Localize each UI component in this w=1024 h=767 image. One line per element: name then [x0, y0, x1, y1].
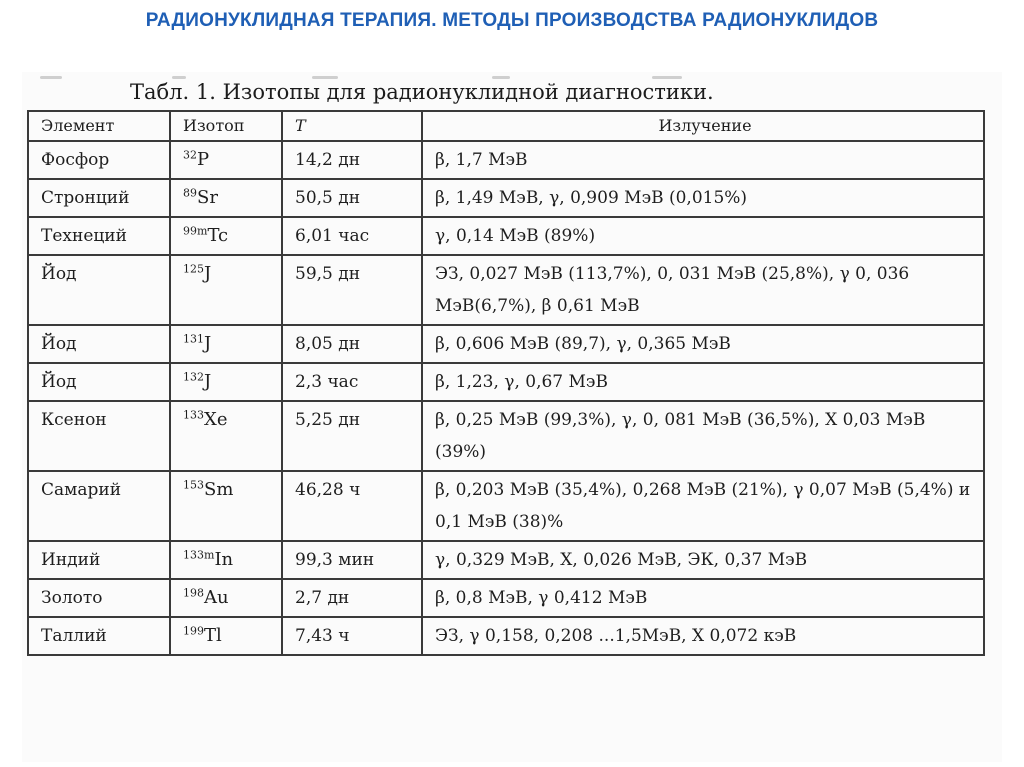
cell-element: Самарий	[28, 471, 170, 541]
cell-element: Ксенон	[28, 401, 170, 471]
cell-isotope	[170, 579, 282, 617]
table-row	[28, 255, 984, 325]
cell-emission: ЭЗ, γ 0,158, 0,208 ...1,5МэВ, X 0,072 кэВ	[422, 617, 984, 655]
table-body	[28, 141, 984, 655]
table-row	[28, 363, 984, 401]
cell-half-life: 7,43 ч	[282, 617, 422, 655]
isotope-mass-number: 132	[183, 370, 204, 384]
scan-artifact	[652, 76, 682, 79]
cell-half-life: 46,28 ч	[282, 471, 422, 541]
cell-half-life: 2,7 дн	[282, 579, 422, 617]
isotope-symbol: P	[197, 149, 210, 170]
cell-isotope	[170, 179, 282, 217]
isotope-mass-number: 133	[183, 408, 204, 422]
cell-element: Технеций	[28, 217, 170, 255]
cell-emission: β, 0,203 МэВ (35,4%), 0,268 МэВ (21%), γ 0,07 МэВ (5,4%) и 0,1 МэВ (38)%	[422, 471, 984, 541]
cell-isotope	[170, 363, 282, 401]
table-header-row	[28, 111, 984, 141]
table-row	[28, 579, 984, 617]
cell-isotope	[170, 617, 282, 655]
cell-half-life: 5,25 дн	[282, 401, 422, 471]
scanned-table-image	[22, 72, 1002, 762]
header-half-life: T	[282, 111, 422, 141]
cell-emission: β, 0,25 МэВ (99,3%), γ, 0, 081 МэВ (36,5%), X 0,03 МэВ (39%)	[422, 401, 984, 471]
cell-emission: γ, 0,14 МэВ (89%)	[422, 217, 984, 255]
isotope-mass-number: 125	[183, 262, 204, 276]
cell-half-life: 99,3 мин	[282, 541, 422, 579]
isotope-mass-number: 133m	[183, 548, 215, 562]
isotope-mass-number: 153	[183, 478, 204, 492]
isotope-symbol: J	[204, 371, 212, 392]
scan-artifact	[492, 76, 510, 79]
cell-emission: β, 1,49 МэВ, γ, 0,909 МэВ (0,015%)	[422, 179, 984, 217]
cell-element: Йод	[28, 325, 170, 363]
cell-isotope	[170, 255, 282, 325]
cell-emission: β, 1,7 МэВ	[422, 141, 984, 179]
isotope-symbol: Xe	[204, 409, 228, 430]
cell-half-life: 2,3 час	[282, 363, 422, 401]
cell-half-life: 50,5 дн	[282, 179, 422, 217]
isotope-symbol: Tc	[207, 225, 229, 246]
cell-isotope	[170, 325, 282, 363]
cell-emission: γ, 0,329 МэВ, X, 0,026 МэВ, ЭК, 0,37 МэВ	[422, 541, 984, 579]
cell-element: Золото	[28, 579, 170, 617]
table-row	[28, 471, 984, 541]
cell-element: Йод	[28, 363, 170, 401]
isotope-mass-number: 198	[183, 586, 204, 600]
cell-isotope	[170, 541, 282, 579]
cell-isotope	[170, 401, 282, 471]
table-row	[28, 325, 984, 363]
cell-half-life: 59,5 дн	[282, 255, 422, 325]
isotope-mass-number: 199	[183, 624, 204, 638]
table-row	[28, 401, 984, 471]
isotope-mass-number: 99m	[183, 224, 208, 238]
cell-half-life: 6,01 час	[282, 217, 422, 255]
cell-half-life: 8,05 дн	[282, 325, 422, 363]
cell-isotope	[170, 471, 282, 541]
isotope-symbol: Sm	[204, 479, 234, 500]
isotope-symbol: In	[214, 549, 234, 570]
table-row	[28, 179, 984, 217]
cell-half-life: 14,2 дн	[282, 141, 422, 179]
isotope-symbol: J	[204, 263, 212, 284]
isotope-symbol: Tl	[204, 625, 222, 646]
cell-element: Индий	[28, 541, 170, 579]
table-caption: Табл. 1. Изотопы для радионуклидной диагностики.	[130, 80, 714, 104]
cell-element: Йод	[28, 255, 170, 325]
isotope-table	[27, 110, 985, 656]
cell-element: Стронций	[28, 179, 170, 217]
isotope-symbol: Sr	[197, 187, 218, 208]
isotope-symbol: J	[204, 333, 212, 354]
header-element: Элемент	[28, 111, 170, 141]
scan-artifact	[172, 76, 186, 79]
isotope-mass-number: 131	[183, 332, 204, 346]
slide-title: РАДИОНУКЛИДНАЯ ТЕРАПИЯ. МЕТОДЫ ПРОИЗВОДСТВА РАДИОНУКЛИДОВ	[145, 10, 879, 31]
isotope-symbol: Au	[204, 587, 229, 608]
isotope-mass-number: 32	[183, 148, 197, 162]
table-row	[28, 141, 984, 179]
cell-emission: β, 0,8 МэВ, γ 0,412 МэВ	[422, 579, 984, 617]
header-isotope: Изотоп	[170, 111, 282, 141]
cell-element: Фосфор	[28, 141, 170, 179]
cell-isotope	[170, 141, 282, 179]
table-row	[28, 617, 984, 655]
cell-emission: β, 1,23, γ, 0,67 МэВ	[422, 363, 984, 401]
cell-isotope	[170, 217, 282, 255]
cell-element: Таллий	[28, 617, 170, 655]
table-row	[28, 217, 984, 255]
header-emission: Излучение	[422, 111, 984, 141]
scan-artifact	[40, 76, 62, 79]
isotope-mass-number: 89	[183, 186, 197, 200]
scan-artifact	[312, 76, 338, 79]
cell-emission: β, 0,606 МэВ (89,7), γ, 0,365 МэВ	[422, 325, 984, 363]
table-row	[28, 541, 984, 579]
cell-emission: ЭЗ, 0,027 МэВ (113,7%), 0, 031 МэВ (25,8%), γ 0, 036 МэВ(6,7%), β 0,61 МэВ	[422, 255, 984, 325]
